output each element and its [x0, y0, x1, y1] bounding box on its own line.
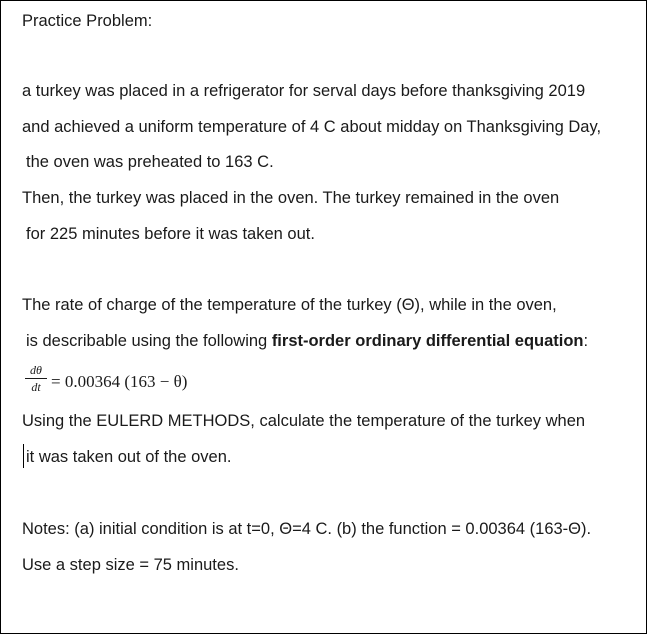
- paragraph3-line2: it was taken out of the oven.: [26, 448, 232, 466]
- fraction-denominator: dt: [31, 380, 41, 394]
- fraction-numerator: dθ: [25, 363, 47, 379]
- paragraph2-line2-prefix: is describable using the following: [26, 332, 272, 350]
- heading: Practice Problem:: [22, 12, 153, 30]
- derivative-fraction: [25, 363, 47, 394]
- text-cursor: [23, 444, 24, 468]
- paragraph1-line5: for 225 minutes before it was taken out.: [26, 225, 315, 243]
- notes-line1: Notes: (a) initial condition is at t=0, Θ=4 C. (b) the function = 0.00364 (163-Θ).: [22, 520, 592, 538]
- paragraph1-line1: a turkey was placed in a refrigerator for serval days before thanksgiving 2019: [22, 82, 586, 100]
- paragraph2-line2: [26, 331, 588, 351]
- equation-rhs: = 0.00364 (163 − θ): [51, 372, 188, 391]
- ode-label: first-order ordinary differential equation: [271, 332, 584, 350]
- paragraph1-line2: and achieved a uniform temperature of 4 C about midday on Thanksgiving Day,: [22, 118, 602, 136]
- paragraph1-line4: Then, the turkey was placed in the oven. The turkey remained in the oven: [22, 189, 560, 207]
- paragraph1-line3: the oven was preheated to 163 C.: [26, 153, 274, 171]
- notes-line2: Use a step size = 75 minutes.: [22, 556, 239, 574]
- paragraph2-line2-suffix: :: [583, 332, 589, 350]
- paragraph3-line1: Using the EULERD METHODS, calculate the temperature of the turkey when: [22, 412, 586, 430]
- paragraph2-line1: The rate of charge of the temperature of the turkey (Θ), while in the oven,: [22, 296, 557, 314]
